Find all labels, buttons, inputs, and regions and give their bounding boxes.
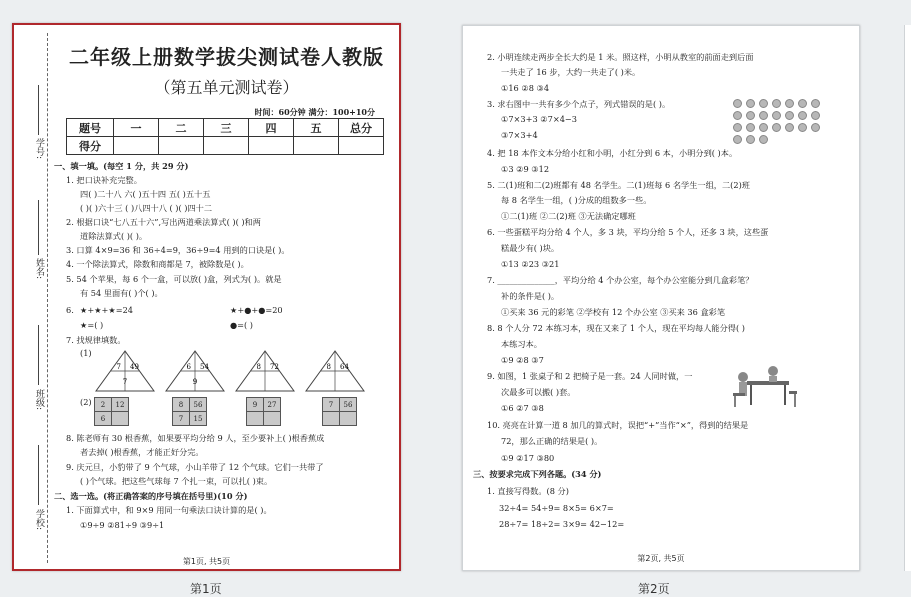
number-grid	[322, 397, 357, 426]
score-header-cell: 总分	[339, 119, 384, 137]
score-cell	[159, 137, 204, 155]
question-line: 1. 下面算式中，和 9×9 用同一句乘法口诀计算的是( )。	[66, 505, 272, 515]
question-options: ①13 ②23 ③21	[501, 259, 560, 269]
oral-calc-row: 28÷7= 18÷2= 3×9= 42−12=	[499, 519, 625, 529]
triangle-number: 6	[186, 363, 191, 371]
number-grid	[172, 397, 207, 426]
question-line: 8. 8 个人分 72 本练习本，现在又来了 1 个人，现在平均每人能分得( )	[487, 323, 745, 333]
question-line: ( )个气球。把这些气球每 7 个扎一束，可以扎( )束。	[80, 476, 273, 486]
grid-cell: 7	[323, 398, 340, 412]
question-options: ①9 ②8 ③7	[501, 355, 544, 365]
circle-equation-1: ★+●+●=20	[230, 305, 283, 315]
question-line: 2. 小明连续走两步全长大约是 1 米。照这样，小明从教室的前面走到后面	[487, 52, 754, 62]
question-line: 一共走了 16 步，大约一共走了( )米。	[501, 67, 641, 77]
dot	[759, 135, 768, 144]
triangle-figure	[94, 349, 156, 393]
score-cell	[339, 137, 384, 155]
binding-line	[47, 33, 48, 563]
question-line: 10. 亮亮在计算一道 8 加几的算式时，误把“+”当作“×”，得到的结果是	[487, 420, 749, 430]
dot	[798, 99, 807, 108]
triangle-number: 9	[192, 378, 198, 386]
star-equation-1: ★+★+★=24	[80, 305, 134, 315]
circle-equation-2: ●=( )	[230, 320, 253, 330]
score-cell	[114, 137, 159, 155]
dot	[798, 123, 807, 132]
dot	[759, 123, 768, 132]
dot	[746, 135, 755, 144]
triangle-number: 7	[122, 378, 128, 386]
question-options: ①16 ②8 ③4	[501, 83, 550, 93]
dot	[746, 123, 755, 132]
question-line: 有 54 里面有( )个( )。	[80, 288, 163, 298]
dot	[785, 111, 794, 120]
question-line: 9. 庆元旦，小豹带了 9 个气球，小山羊带了 12 个气球。它们一共带了	[66, 462, 324, 472]
grid-cell: 15	[190, 412, 207, 426]
grid-cell: 27	[264, 398, 281, 412]
question-line: 72，那么正确的结果是( )。	[501, 436, 603, 446]
question-line: 9. 如图，1 张桌子和 2 把椅子是一套。24 人同时做，一	[487, 371, 693, 381]
dot	[785, 123, 794, 132]
pattern-label-1: (1)	[80, 348, 92, 358]
section-2-heading: 二、选一选。(将正确答案的序号填在括号里)(10 分)	[54, 491, 248, 501]
score-header-cell: 一	[114, 119, 159, 137]
page-footer: 第1页, 共5页	[182, 557, 231, 566]
question-line: 四( )二十八 六( )五十四 五( )五十五	[80, 189, 211, 199]
dot	[733, 111, 742, 120]
triangle-figure	[304, 349, 366, 393]
star-equation-2: ★=( )	[80, 320, 104, 330]
grid-cell: 56	[190, 398, 207, 412]
triangle-number: 64	[340, 363, 349, 371]
score-cell	[294, 137, 339, 155]
question-line: 本练习本。	[501, 339, 542, 349]
dot	[811, 123, 820, 132]
question-line: 5. 54 个苹果，每 6 个一盒，可以放( )盒，列式为( )。就是	[66, 274, 282, 284]
dot	[759, 111, 768, 120]
dot	[811, 111, 820, 120]
number-grid	[246, 397, 281, 426]
question-line: 6.	[66, 305, 74, 315]
question-options: ①二(1)班 ②二(2)班 ③无法确定哪班	[501, 211, 636, 221]
class-line	[38, 325, 39, 385]
number-grid	[94, 397, 129, 426]
question-line: 补的条件是( )。	[501, 291, 560, 301]
score-cell	[204, 137, 249, 155]
section-1-heading: 一、填一填。(每空 1 分，共 29 分)	[54, 161, 189, 171]
triangle-figure	[164, 349, 226, 393]
score-cell	[249, 137, 294, 155]
question-line: 者去掉( )根香蕉，才能正好分完。	[80, 447, 204, 457]
section-3-heading: 三、按要求完成下列各题。(34 分)	[473, 469, 602, 479]
question-line: 7. 找规律填数。	[66, 335, 126, 345]
question-line: 次最多可以搬( )套。	[501, 387, 576, 397]
question-line: 6. 一些蛋糕平均分给 4 个人，多 3 块，平均分给 5 个人，还多 3 块，这些蛋	[487, 227, 769, 237]
score-row-label: 得分	[67, 137, 114, 155]
question-line: 道除法算式( )( )。	[80, 231, 148, 241]
time-info: 时间：60分钟 满分：100+10分	[254, 107, 375, 117]
question-line: 2. 根据口诀“七八五十六”,写出两道乘法算式( )( )和两	[66, 217, 261, 227]
question-line: 4. 一个除法算式，除数和商都是 7，被除数是( )。	[66, 259, 249, 269]
score-header-cell: 题号	[67, 119, 114, 137]
question-options: ①9 ②17 ③80	[501, 453, 555, 463]
page-1-thumbnail[interactable]	[12, 23, 401, 571]
triangle-number: 72	[270, 363, 279, 371]
question-line: 3. 求右图中一共有多少个点子，列式错误的是( )。	[487, 99, 671, 109]
triangle-number: 8	[326, 363, 331, 371]
dot	[733, 99, 742, 108]
page-footer: 第2页, 共5页	[637, 554, 685, 563]
name-line	[38, 200, 39, 255]
question-options: ①7×3+3 ②7×4−3	[501, 114, 577, 124]
dot	[772, 123, 781, 132]
page-3-edge[interactable]	[904, 25, 911, 571]
score-header-cell: 五	[294, 119, 339, 137]
dot	[785, 99, 794, 108]
grid-cell	[264, 412, 281, 426]
question-line: 每 8 名学生一组，( )分成的组数多一些。	[501, 195, 652, 205]
question-line: 1. 直接写得数。(8 分)	[487, 486, 569, 496]
grid-cell	[323, 412, 340, 426]
grid-cell: 2	[95, 398, 112, 412]
question-options: ①3 ②9 ③12	[501, 164, 550, 174]
grid-cell: 9	[247, 398, 264, 412]
question-line: 1. 把口诀补充完整。	[66, 175, 142, 185]
question-options: ①买来 36 元的彩笔 ②学校有 12 个办公室 ③买来 36 盒彩笔	[501, 307, 726, 317]
question-line: 7. ______________，平均分给 4 个办公室，每个办公室能分到几盒彩笔？	[487, 275, 754, 285]
dot	[746, 99, 755, 108]
score-header-cell: 四	[249, 119, 294, 137]
triangle-number: 7	[116, 363, 121, 371]
name-label: 姓名:	[34, 258, 44, 280]
page-2-caption: 第2页	[638, 582, 670, 596]
school-label: 学校:	[34, 509, 44, 531]
dot	[772, 111, 781, 120]
class-label: 班级:	[34, 389, 44, 411]
page-1-caption: 第1页	[190, 582, 222, 596]
dot	[811, 99, 820, 108]
grid-cell	[340, 412, 357, 426]
question-line: 糕最少有( )块。	[501, 243, 560, 253]
grid-cell: 8	[173, 398, 190, 412]
question-options: ③7×3+4	[501, 130, 538, 140]
pattern-label-2: (2)	[80, 397, 92, 407]
grid-cell: 7	[173, 412, 190, 426]
desk-chair-figure	[729, 363, 799, 411]
question-line: 3. 口算 4×9=36 和 36÷4=9，36÷9=4 用到的口诀是( )。	[66, 245, 290, 255]
exam-title: 二年级上册数学拔尖测试卷人教版	[69, 45, 384, 69]
dot	[733, 123, 742, 132]
grid-cell: 56	[340, 398, 357, 412]
triangle-number: 8	[256, 363, 261, 371]
grid-cell	[247, 412, 264, 426]
dot	[733, 135, 742, 144]
question-options: ①9÷9 ②81÷9 ③9÷1	[80, 520, 165, 530]
grid-cell: 6	[95, 412, 112, 426]
triangle-number: 49	[130, 363, 139, 371]
grid-cell	[112, 412, 129, 426]
student-id-label: 学号:	[34, 138, 44, 160]
question-line: 5. 二(1)班和二(2)班都有 48 名学生。二(1)班每 6 名学生一组，二(2)班	[487, 180, 750, 190]
grid-cell: 12	[112, 398, 129, 412]
oral-calc-row: 32÷4= 54÷9= 8×5= 6×7=	[499, 503, 614, 513]
question-line: 4. 把 18 本作文本分给小红和小明，小红分到 6 本，小明分到( )本。	[487, 148, 738, 158]
school-line	[38, 445, 39, 505]
triangle-figure	[234, 349, 296, 393]
score-header-cell: 三	[204, 119, 249, 137]
student-id-line	[38, 85, 39, 135]
dot	[798, 111, 807, 120]
question-options: ①6 ②7 ③8	[501, 403, 544, 413]
score-header-cell: 二	[159, 119, 204, 137]
exam-subtitle: （第五单元测试卷）	[154, 78, 299, 97]
dot	[759, 99, 768, 108]
dot	[772, 99, 781, 108]
dot	[746, 111, 755, 120]
question-line: ( )( )六十三 ( )八四十八 ( )( )四十二	[80, 203, 213, 213]
question-line: 8. 陈老师有 30 根香蕉，如果要平均分给 9 人，至少要补上( )根香蕉成	[66, 433, 325, 443]
score-table	[66, 118, 384, 155]
page-2-thumbnail[interactable]	[462, 25, 860, 571]
triangle-number: 54	[200, 363, 209, 371]
